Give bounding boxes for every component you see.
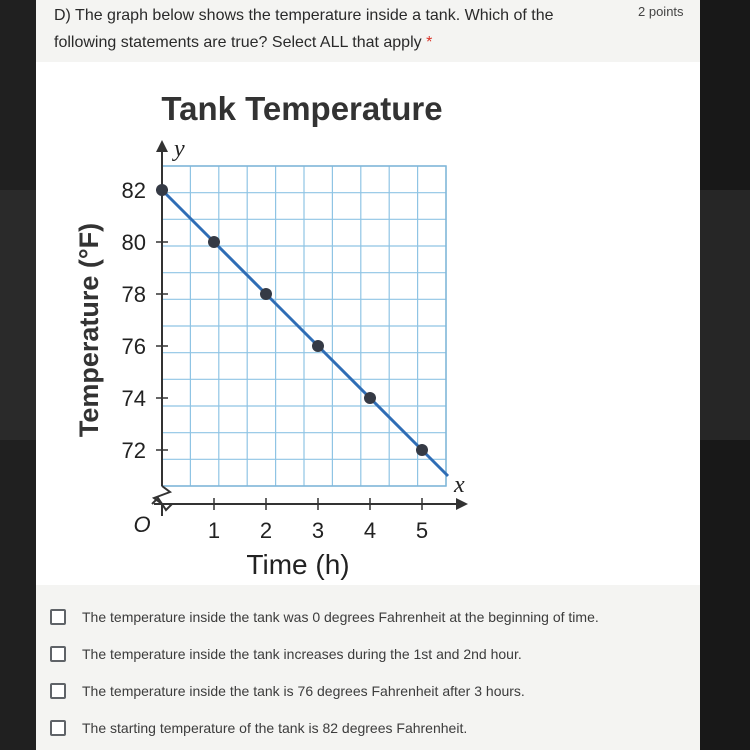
data-point bbox=[208, 236, 220, 248]
option-item[interactable] bbox=[50, 635, 690, 672]
option-checkbox[interactable] bbox=[50, 683, 66, 699]
option-label: The temperature inside the tank was 0 degrees Fahrenheit at the beginning of time. bbox=[82, 608, 599, 625]
graph-panel bbox=[36, 62, 700, 585]
y-axis-letter: y bbox=[174, 136, 185, 162]
y-tick-label: 76 bbox=[121, 334, 146, 359]
y-tick-label: 80 bbox=[121, 230, 146, 255]
temperature-chart bbox=[36, 62, 700, 585]
background-band-right bbox=[700, 190, 750, 440]
x-axis-title: Time (h) bbox=[246, 549, 350, 580]
question-card bbox=[36, 0, 700, 750]
data-point bbox=[260, 288, 272, 300]
option-item[interactable] bbox=[50, 709, 690, 746]
x-tick-label: 5 bbox=[415, 518, 429, 543]
data-point bbox=[156, 184, 168, 196]
option-label: The temperature inside the tank is 76 degrees Fahrenheit after 3 hours. bbox=[82, 682, 525, 699]
required-asterisk: * bbox=[426, 34, 433, 51]
x-tick-label: 4 bbox=[363, 518, 377, 543]
option-item[interactable] bbox=[50, 672, 690, 709]
x-tick-label: 3 bbox=[311, 518, 325, 543]
question-title bbox=[54, 2, 614, 56]
y-axis-arrow bbox=[156, 140, 168, 152]
option-label: The starting temperature of the tank is 82 degrees Fahrenheit. bbox=[82, 719, 468, 736]
y-tick-label: 74 bbox=[121, 386, 146, 411]
points-label: 2 points bbox=[638, 4, 684, 19]
y-axis-title: Temperature (°F) bbox=[74, 222, 104, 438]
data-point bbox=[416, 444, 428, 456]
x-axis-arrow bbox=[456, 498, 468, 510]
option-checkbox[interactable] bbox=[50, 609, 66, 625]
x-axis-letter: x bbox=[454, 472, 465, 498]
x-tick-label: 2 bbox=[259, 518, 273, 543]
option-checkbox[interactable] bbox=[50, 720, 66, 736]
x-tick-label: 1 bbox=[207, 518, 221, 543]
y-tick-label: 78 bbox=[121, 282, 146, 307]
data-point bbox=[364, 392, 376, 404]
background-band-left bbox=[0, 190, 36, 440]
y-tick-label: 72 bbox=[121, 438, 146, 463]
data-point bbox=[312, 340, 324, 352]
option-checkbox[interactable] bbox=[50, 646, 66, 662]
chart-title: Tank Temperature bbox=[161, 90, 443, 127]
origin-label: O bbox=[133, 512, 151, 537]
question-text: D) The graph below shows the temperature inside a tank. Which of the following statements are true? Select ALL that apply bbox=[54, 7, 554, 51]
option-item[interactable] bbox=[50, 598, 690, 635]
options-list bbox=[50, 598, 690, 746]
y-tick-label: 82 bbox=[121, 178, 146, 203]
option-label: The temperature inside the tank increases during the 1st and 2nd hour. bbox=[82, 645, 522, 662]
